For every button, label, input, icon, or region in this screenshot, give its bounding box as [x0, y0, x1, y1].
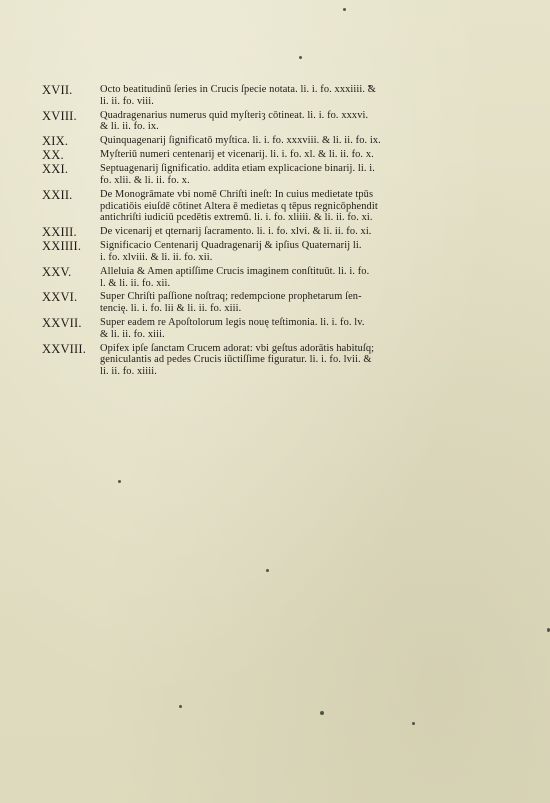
chapter-number: XXVIII.	[42, 341, 87, 356]
entry-line: li. ii. fo. xiiii.	[100, 366, 157, 378]
entry-line: Super eadem re Apoſtolorum legis nouę teſtimonia. li. i. fo. lv.	[100, 316, 365, 328]
chapter-number: XX.	[42, 148, 64, 163]
chapter-number: XXVII.	[42, 315, 82, 330]
toc-entry	[42, 135, 482, 147]
chapter-description	[100, 226, 482, 238]
chapter-description	[100, 240, 482, 264]
entry-line: & li. ii. fo. xiii.	[100, 328, 165, 340]
entry-line: Octo beatitudinū ſeries in Crucis ſpecie notata. li. i. fo. xxxiiii. &	[100, 84, 376, 95]
chapter-description	[100, 163, 482, 187]
table-of-contents	[42, 84, 482, 380]
chapter-description	[100, 84, 482, 108]
toc-entry	[42, 226, 482, 238]
entry-line: i. fo. xlviii. & li. ii. fo. xii.	[100, 251, 213, 263]
toc-entry	[42, 266, 482, 290]
chapter-number: XVII.	[42, 83, 73, 97]
entry-line: fo. xlii. & li. ii. fo. x.	[100, 174, 190, 186]
chapter-number: XXVI.	[42, 290, 78, 305]
ink-spot	[266, 569, 269, 572]
toc-entry	[42, 291, 482, 315]
toc-entry	[42, 240, 482, 264]
entry-line: geniculantis ad pedes Crucis iūctiſſime figuratur. li. i. fo. lvii. &	[100, 354, 372, 366]
chapter-number: XIX.	[42, 134, 69, 149]
entry-line: Significacio Centenarij Quadragenarij & ipſius Quaternarij li.	[100, 240, 362, 252]
chapter-description	[100, 266, 482, 290]
toc-entry	[42, 163, 482, 187]
chapter-description	[100, 149, 482, 161]
chapter-number: XXII.	[42, 187, 73, 202]
entry-line: li. ii. fo. viii.	[100, 95, 154, 107]
entry-line: Opifex ipſe ſanctam Crucem adorat: vbi geſtus adorātis habituſq;	[100, 342, 375, 354]
toc-entry	[42, 149, 482, 161]
entry-line: pdicatiōis eiuſdē cōtinet Altera ē medietas q tēpus regnicōphendit	[100, 200, 378, 212]
chapter-description	[100, 291, 482, 315]
entry-line: & li. ii. fo. ix.	[100, 121, 159, 133]
toc-entry	[42, 189, 482, 224]
entry-line: Quadragenarius numerus quid myſteriȝ cōtineat. li. i. fo. xxxvi.	[100, 109, 369, 121]
entry-line: De Monogrāmate vbi nomē Chriſti ineſt: In cuius medietate tpūs	[100, 188, 374, 200]
chapter-number: XXV.	[42, 264, 72, 279]
entry-line: De vicenarij et qternarij ſacramento. li. i. fo. xlvi. & li. ii. fo. xi.	[100, 226, 372, 238]
entry-line: Myſteriū numeri centenarij et vicenarij. li. i. fo. xl. & li. ii. fo. x.	[100, 149, 374, 161]
chapter-number: XXIIII.	[42, 239, 82, 254]
ink-spot	[320, 711, 324, 715]
chapter-description	[100, 135, 482, 147]
ink-spot	[343, 8, 346, 11]
entry-line: Super Chriſti paſſione noſtraq; redempcione prophetarum ſen-	[100, 291, 362, 303]
entry-line: l. & li. ii. fo. xii.	[100, 277, 171, 289]
entry-line: Alleluia & Amen aptiſſime Crucis imaginem conſtituūt. li. i. fo.	[100, 265, 370, 277]
toc-entry	[42, 110, 482, 134]
ink-spot	[118, 480, 121, 483]
ink-spot	[179, 705, 182, 708]
chapter-description	[100, 110, 482, 134]
chapter-number: XXI.	[42, 162, 69, 177]
toc-entry	[42, 317, 482, 341]
entry-line: antichriſti iudiciū pcedētis extremū. li. i. fo. xliiii. & li. ii. fo. xi.	[100, 212, 373, 224]
toc-entry	[42, 343, 482, 378]
entry-line: Quinquagenarij ſignificatō myſtica. li. i. fo. xxxviii. & li. ii. fo. ix.	[100, 135, 381, 147]
chapter-description	[100, 317, 482, 341]
ink-spot	[299, 56, 302, 59]
entry-line: tencię. li. i. fo. lii & li. ii. fo. xiii.	[100, 303, 242, 315]
chapter-description	[100, 189, 482, 224]
chapter-description	[100, 343, 482, 378]
entry-line: Septuagenarij ſignificatio. addita etiam explicacione binarij. li. i.	[100, 163, 375, 175]
ink-spot	[412, 722, 415, 725]
chapter-number: XVIII.	[42, 108, 77, 123]
toc-entry	[42, 84, 482, 108]
chapter-number: XXIII.	[42, 225, 77, 240]
